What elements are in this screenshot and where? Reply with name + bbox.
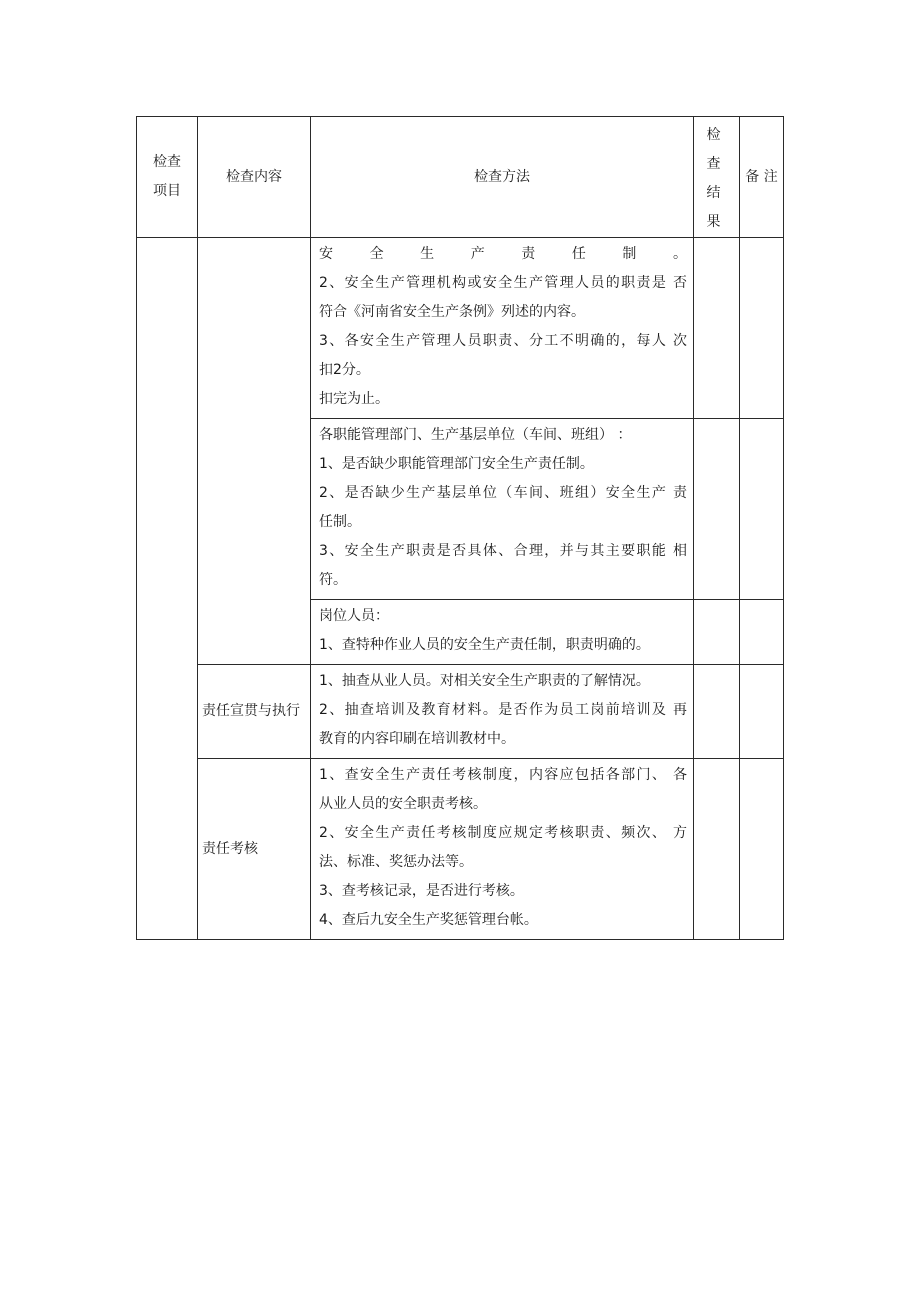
result-cell (694, 665, 740, 759)
remark-cell (740, 419, 784, 600)
result-cell (694, 600, 740, 665)
result-cell (694, 238, 740, 419)
method-cell-1 (311, 419, 694, 600)
table-row (137, 759, 784, 940)
method-cell-3 (311, 665, 694, 759)
method-line: 从业人员的安全职责考核。 (319, 796, 487, 812)
content-cell-assessment: 责任考核 (198, 759, 311, 940)
method-cell-4 (311, 759, 694, 940)
method-line: 扣2分。 (319, 362, 370, 378)
method-line: 2、是否缺少生产基层单位（车间、班组）安全生产 责 (319, 485, 687, 501)
item-cell (137, 238, 198, 940)
method-line: 岗位人员： (319, 608, 389, 624)
content-cell-publicize: 责任宣贯与执行 (198, 665, 311, 759)
remark-cell (740, 759, 784, 940)
inspection-table (136, 116, 784, 940)
method-line: 2、抽查培训及教育材料。是否作为员工岗前培训及 再 (319, 702, 687, 718)
method-line: 任制。 (319, 514, 361, 530)
method-line: 符。 (319, 572, 347, 588)
table-row (137, 665, 784, 759)
remark-cell (740, 238, 784, 419)
header-content: 检查内容 (198, 117, 311, 238)
method-line: 3、各安全生产管理人员职责、分工不明确的，每人 次 (319, 333, 687, 349)
method-line: 1、查特种作业人员的安全生产责任制，职责明确的。 (319, 637, 650, 653)
header-remark: 备 注 (740, 117, 784, 238)
method-line: 1、抽查从业人员。对相关安全生产职责的了解情况。 (319, 673, 650, 689)
method-line: 法、标准、奖惩办法等。 (319, 854, 473, 870)
header-item: 检查 项目 (137, 117, 198, 238)
method-line: 1、是否缺少职能管理部门安全生产责任制。 (319, 456, 594, 472)
result-cell (694, 419, 740, 600)
header-method: 检查方法 (311, 117, 694, 238)
remark-cell (740, 665, 784, 759)
method-line: 1、查安全生产责任考核制度，内容应包括各部门、 各 (319, 767, 687, 783)
method-line: 2、安全生产责任考核制度应规定考核职责、频次、 方 (319, 825, 687, 841)
method-line: 安全生产责任制。 (319, 246, 687, 262)
method-cell-2 (311, 600, 694, 665)
method-line: 2、安全生产管理机构或安全生产管理人员的职责是 否 (319, 275, 687, 291)
method-line: 扣完为止。 (319, 391, 389, 407)
remark-cell (740, 600, 784, 665)
method-line: 各职能管理部门、生产基层单位（车间、班组） ： (319, 427, 632, 443)
method-line: 3、安全生产职责是否具体、合理，并与其主要职能 相 (319, 543, 687, 559)
method-line: 符合《河南省安全生产条例》列述的内容。 (319, 304, 585, 320)
header-row (137, 117, 784, 238)
header-result: 检 查 结 果 (694, 117, 740, 238)
content-cell-responsibility (198, 238, 311, 665)
table-row (137, 238, 784, 419)
result-cell (694, 759, 740, 940)
method-line: 3、查考核记录，是否进行考核。 (319, 883, 524, 899)
method-line: 教育的内容印刷在培训教材中。 (319, 731, 515, 747)
method-line: 4、查后九安全生产奖惩管理台帐。 (319, 912, 538, 928)
method-cell-0 (311, 238, 694, 419)
